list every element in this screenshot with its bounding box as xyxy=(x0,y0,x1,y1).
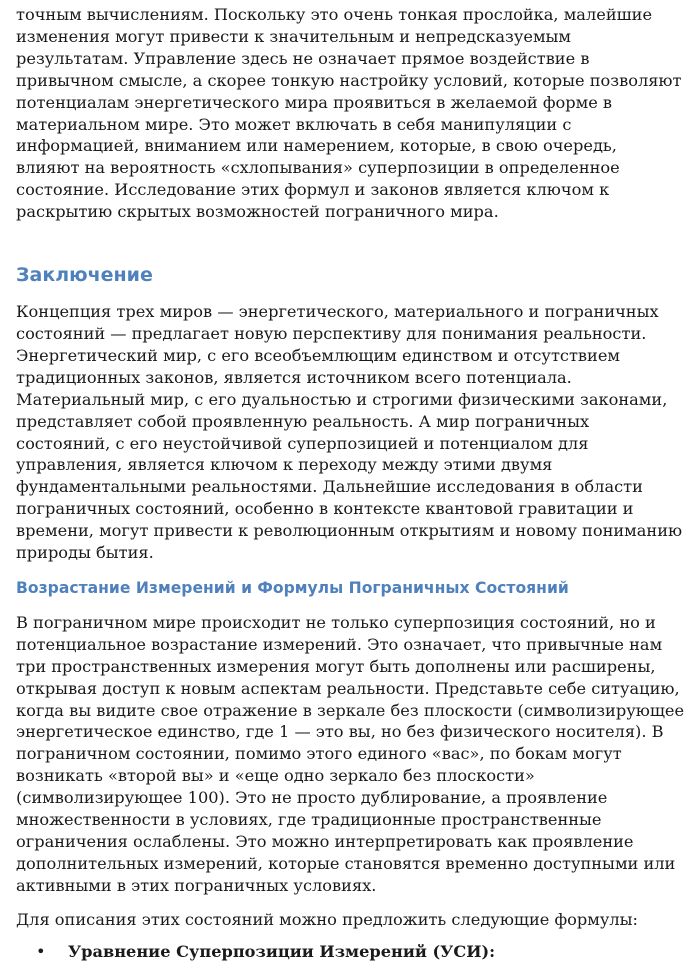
bullet-icon: • xyxy=(36,941,46,961)
list-item-text: Уравнение Суперпозиции Измерений (УСИ): xyxy=(68,941,496,961)
heading-conclusion: Заключение xyxy=(16,264,153,287)
list-item xyxy=(16,941,685,963)
document-page xyxy=(0,4,700,968)
paragraph-formulas-intro: Для описания этих состояний можно предложить следующие формулы: xyxy=(16,909,638,929)
formula-list xyxy=(16,941,685,963)
heading-dimensions-formulas: Возрастание Измерений и Формулы Пограничных Состояний xyxy=(16,578,569,597)
paragraph-control-conditions: точным вычислениям. Поскольку это очень тонкая прослойка, малейшие изменения могут привести к значительным и непредсказуемым результатам. Управление здесь не означает прямое воздействие в привычном смысле, а скорее тонкую настройку условий, которые позволяют потенциалам энергетического мира проявиться в желаемой форме в материальном мире. Это может включать в себя манипуляции с информацией, вниманием или намерением, которые, в свою очередь, влияют на вероятность «схлопывания» суперпозиции в определенное состояние. Исследование этих формул и законов является ключом к раскрытию скрытых возможностей пограничного мира. xyxy=(16,5,682,222)
paragraph-dimensions: В пограничном мире происходит не только суперпозиция состояний, но и потенциальное возрастание измерений. Это означает, что привычные нам три пространственных измерения могут быть дополнены или расширены, открывая доступ к новым аспектам реальности. Представьте себе ситуацию, когда вы видите свое отражение в зеркале без плоскости (символизирующее энергетическое единство, где 1 — это вы, но без физического носителя). В пограничном состоянии, помимо этого единого «вас», по бокам могут возникать «второй вы» и «еще одно зеркало без плоскости» (символизирующее 100). Это не просто дублирование, а проявление множественности в условиях, где традиционные пространственные ограничения ослаблены. Это можно интерпретировать как проявление дополнительных измерений, которые становятся временно доступными или активными в этих пограничных условиях. xyxy=(16,612,685,895)
paragraph-conclusion: Концепция трех миров — энергетического, материального и пограничных состояний — предлагает новую перспективу для понимания реальности. Энергетический мир, с его всеобъемлющим единством и отсутствием традиционных законов, является источником всего потенциала. Материальный мир, с его дуальностью и строгими физическими законами, представляет собой проявленную реальность. А мир пограничных состояний, с его неустойчивой суперпозицией и потенциалом для управления, является ключом к переходу между этими двумя фундаментальными реальностями. Дальнейшие исследования в области пограничных состояний, особенно в контексте квантовой гравитации и времени, могут привести к революционным открытиям и новому пониманию природы бытия. xyxy=(16,302,683,563)
